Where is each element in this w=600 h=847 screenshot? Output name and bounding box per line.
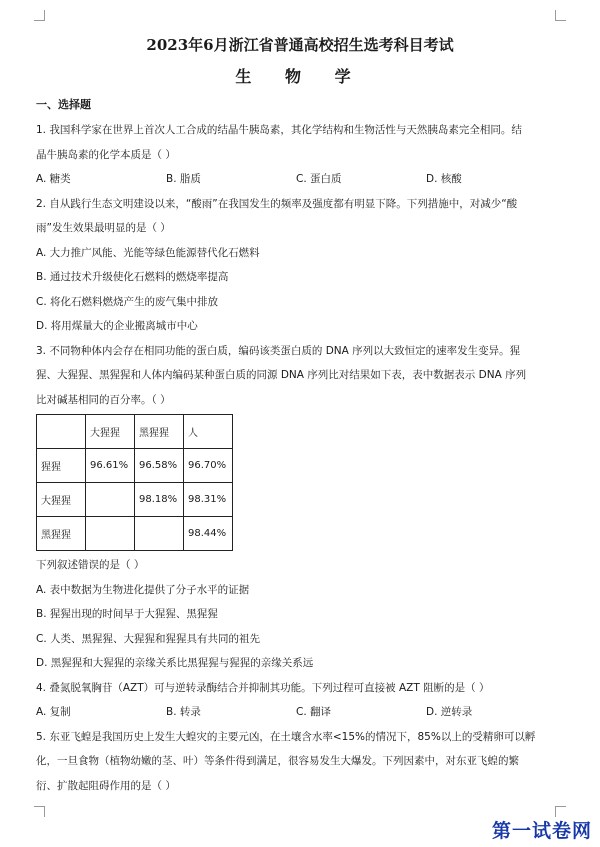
table-cell: 96.58% <box>135 449 184 483</box>
table-header-cell: 大猩猩 <box>86 415 135 449</box>
question-stem: 比对碱基相同的百分率。（ ） <box>36 393 171 406</box>
section-title: 一、选择题 <box>36 98 91 111</box>
option-a[interactable]: A. 表中数据为生物进化提供了分子水平的证据 <box>36 583 250 596</box>
question-stem: 衍、扩散起阻碍作用的是（ ） <box>36 779 176 792</box>
option-d[interactable]: D. 逆转录 <box>426 706 473 718</box>
options-row <box>36 167 564 192</box>
table-row <box>37 517 233 551</box>
table-header-row <box>37 415 233 449</box>
table-cell: 96.61% <box>86 449 135 483</box>
question-stem: 4. 叠氮脱氧胸苷（AZT）可与逆转录酶结合并抑制其功能。下列过程可直接被 AZT 阻断的是（ ） <box>36 681 490 694</box>
table-row <box>37 449 233 483</box>
exam-title: 2023年6月浙江省普通高校招生选考科目考试 <box>146 36 454 54</box>
crop-mark-top-right <box>555 10 566 21</box>
question-stem: 晶牛胰岛素的化学本质是（ ） <box>36 148 176 161</box>
question-stem: 猩、大猩猩、黑猩猩和人体内编码某种蛋白质的同源 DNA 序列比对结果如下表，表中数据表示 DNA 序列 <box>36 369 527 381</box>
option-d[interactable]: D. 黑猩猩和大猩猩的亲缘关系比黑猩猩与猩猩的亲缘关系远 <box>36 657 314 669</box>
question-prompt: 下列叙述错误的是（ ） <box>36 559 145 571</box>
table-cell <box>86 483 135 517</box>
table-cell: 98.18% <box>135 483 184 517</box>
table-row <box>37 483 233 517</box>
subject-title: 生 物 学 <box>235 67 365 86</box>
option-b[interactable]: B. 猩猩出现的时间早于大猩猩、黑猩猩 <box>36 608 218 620</box>
table-cell <box>135 517 184 551</box>
option-a[interactable]: A. 糖类 <box>36 173 71 185</box>
table-cell: 大猩猩 <box>37 483 86 517</box>
table-cell: 猩猩 <box>37 449 86 483</box>
table-cell: 98.44% <box>184 517 233 551</box>
option-b[interactable]: B. 转录 <box>166 706 201 718</box>
option-b[interactable]: B. 通过技术升级使化石燃料的燃烧率提高 <box>36 271 229 283</box>
option-b[interactable]: B. 脂质 <box>166 173 201 185</box>
table-cell: 96.70% <box>184 449 233 483</box>
option-c[interactable]: C. 翻译 <box>296 706 332 718</box>
question-stem: 2. 自从践行生态文明建设以来，“酸雨”在我国发生的频率及强度都有明显下降。下列措施中，对减少“酸 <box>36 197 518 210</box>
option-c[interactable]: C. 人类、黑猩猩、大猩猩和猩猩具有共同的祖先 <box>36 632 261 645</box>
crop-mark-top-left <box>34 10 45 21</box>
site-watermark: 第一试卷网 <box>491 820 592 842</box>
question-5 <box>36 725 564 799</box>
option-c[interactable]: C. 将化石燃料燃烧产生的废气集中排放 <box>36 295 219 308</box>
question-3 <box>36 339 564 676</box>
option-d[interactable]: D. 将用煤量大的企业搬离城市中心 <box>36 320 198 332</box>
option-a[interactable]: A. 复制 <box>36 706 71 718</box>
option-c[interactable]: C. 蛋白质 <box>296 173 342 185</box>
table-cell: 黑猩猩 <box>37 517 86 551</box>
option-a[interactable]: A. 大力推广风能、光能等绿色能源替代化石燃料 <box>36 246 260 259</box>
table-header-cell: 黑猩猩 <box>135 415 184 449</box>
question-stem: 化，一旦食物（植物幼嫩的茎、叶）等条件得到满足，很容易发生大爆发。下列因素中，对东亚飞蝗的繁 <box>36 755 519 767</box>
question-stem: 3. 不同物种体内会存在相同功能的蛋白质，编码该类蛋白质的 DNA 序列以大致恒定的速率发生变异。猩 <box>36 344 521 357</box>
exam-page <box>36 34 564 798</box>
options-row <box>36 700 564 725</box>
dna-comparison-table <box>36 414 233 551</box>
question-stem: 雨”发生效果最明显的是（ ） <box>36 222 171 234</box>
table-cell <box>86 517 135 551</box>
option-d[interactable]: D. 核酸 <box>426 173 462 185</box>
table-header-cell <box>37 415 86 449</box>
question-stem: 5. 东亚飞蝗是我国历史上发生大蝗灾的主要元凶，在土壤含水率<15%的情况下，85%以上的受精卵可以孵 <box>36 730 536 743</box>
question-stem: 1. 我国科学家在世界上首次人工合成的结晶牛胰岛素，其化学结构和生物活性与天然胰岛素完全相同。结 <box>36 124 522 136</box>
question-2 <box>36 192 564 339</box>
table-header-cell: 人 <box>184 415 233 449</box>
table-cell: 98.31% <box>184 483 233 517</box>
question-1 <box>36 118 564 192</box>
crop-mark-bottom-left <box>34 806 45 817</box>
question-4 <box>36 676 564 725</box>
